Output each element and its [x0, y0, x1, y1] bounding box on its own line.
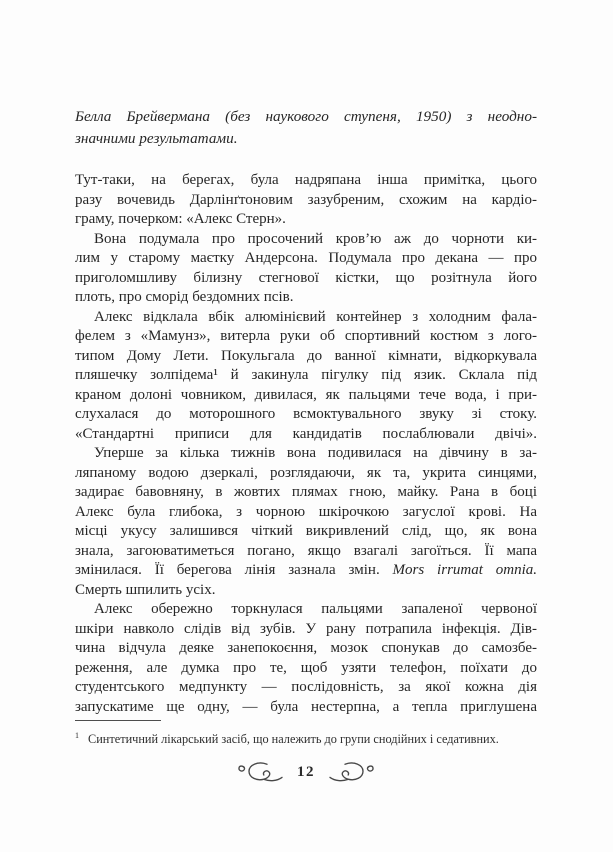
body-line — [75, 659, 537, 679]
text-segment: Алекс відклала вбік алюмінієвий контейнер з холодним фала- — [94, 308, 537, 325]
body-line — [75, 366, 537, 386]
body-line — [75, 620, 537, 640]
footnote-block — [75, 720, 537, 747]
text-segment: Вона подумала про просочений кров’ю аж до чорноти ки- — [94, 230, 537, 247]
body-line — [75, 581, 537, 601]
text-segment: задирає бавовняну, в жовтих плямах гною, майку. Рана в боці — [75, 484, 537, 500]
paragraph — [75, 444, 537, 600]
flourish-swash-right-icon — [328, 760, 376, 784]
intro-paragraph — [75, 106, 537, 149]
paragraph — [75, 600, 537, 717]
text-segment: Белла Брейвермана (без наукового ступеня, 1950) з неодно- — [75, 108, 537, 125]
body-line — [75, 444, 537, 464]
body-line — [75, 600, 537, 620]
text-segment: запускатиме ще одну, — була нестерпна, а тепла приглушена — [75, 698, 537, 715]
body-line — [75, 269, 537, 289]
text-segment: змінилася. Її берегова лінія зазнала змін. — [75, 562, 393, 578]
body-line — [75, 171, 537, 191]
body-line — [75, 191, 537, 211]
body-line — [75, 327, 537, 347]
body-line — [75, 308, 537, 328]
body-line — [75, 698, 537, 718]
text-segment: шкіри навколо слідів від зубів. У рану потрапила інфекція. Дів- — [75, 620, 537, 637]
body-line — [75, 522, 537, 542]
body-line — [75, 678, 537, 698]
text-segment: знала, загоюватиметься погано, якщо взагалі загоїться. Її мапа — [75, 542, 537, 559]
footnote-marker: 1 — [75, 731, 79, 740]
paragraph — [75, 230, 537, 308]
body-line — [75, 483, 537, 503]
text-segment: приголомшливу білизну стегнової кістки, що розітнула його — [75, 269, 537, 286]
body-line — [75, 106, 537, 128]
body-line — [75, 128, 537, 150]
body-line — [75, 464, 537, 484]
footnote-text: Синтетичний лікарський засіб, що належить до групи снодійних і седативних. — [88, 732, 499, 747]
body-line — [75, 425, 537, 445]
body-line — [75, 503, 537, 523]
body-line — [75, 230, 537, 250]
body-line — [75, 386, 537, 406]
body-line — [75, 405, 537, 425]
text-segment: слухалася до моторошного всмоктувального звуку зі стоку. — [75, 406, 537, 422]
text-segment: реження, але думка про те, щоб узяти телефон, поїхати до — [75, 659, 537, 676]
text-segment: пляшечку золпідема¹ й закинула пігулку під язик. Склала під — [75, 367, 537, 383]
text-segment: чина відчула деяке занепокоєння, мозок спонукав до самозбе- — [75, 640, 537, 656]
text-segment: місці укусу залишився чіткий викривлений слід, що, як вона — [75, 523, 537, 539]
text-segment: Тут-таки, на берегах, була надряпана інша примітка, цього — [75, 172, 537, 188]
text-segment: ляпаному водою дзеркалі, розглядаючи, як та, укрита синцями, — [75, 464, 537, 481]
text-segment: краном долоні човником, дивилася, як пальцями тече вода, і при- — [75, 386, 537, 403]
text-segment: лим у старому маєтку Андерсона. Подумала про декана — про — [75, 250, 537, 266]
body-line — [75, 210, 537, 230]
text-segment: студентського медпункту — послідовність, за якої кожна дія — [75, 679, 537, 695]
footnote — [75, 728, 537, 747]
page-number: 12 — [297, 763, 315, 780]
paragraph — [75, 308, 537, 445]
text-segment: фелем з «Мамунз», витерла руки об спортивний костюм з лого- — [75, 328, 537, 344]
body-line — [75, 542, 537, 562]
text-segment: Смерть шпилить усіх. — [75, 581, 216, 598]
flourish-swash-left-icon — [236, 760, 284, 784]
text-segment: значними результатами. — [75, 129, 238, 147]
text-segment: плоть, про сморід бездомних псів. — [75, 289, 294, 305]
page-number-row — [75, 760, 537, 784]
text-segment: «Стандартні приписи для кандидатів послаблювали двічі». — [75, 425, 537, 442]
body-line — [75, 347, 537, 367]
text-segment: граму, почерком: «Алекс Стерн». — [75, 211, 286, 227]
text-segment: разу вочевидь Дарлінґтоновим зазубреним, схожим на кардіо- — [75, 191, 537, 208]
body-line — [75, 249, 537, 269]
text-segment: Mors irrumat omnia. — [392, 562, 537, 578]
body-line — [75, 561, 537, 581]
text-segment: типом Дому Лети. Покульгала до ванної кімнати, відкоркувала — [75, 347, 537, 364]
body-line — [75, 639, 537, 659]
paragraph — [75, 171, 537, 230]
text-segment: Уперше за кілька тижнів вона подивилася на дівчину в за- — [94, 445, 537, 461]
footnote-separator — [75, 720, 161, 721]
body-line — [75, 288, 537, 308]
text-segment: Алекс обережно торкнулася пальцями запаленої червоної — [94, 601, 537, 617]
text-column — [75, 106, 537, 784]
text-segment: Алекс була глибока, з чорною шкірочкою загуслої крові. На — [75, 503, 537, 520]
